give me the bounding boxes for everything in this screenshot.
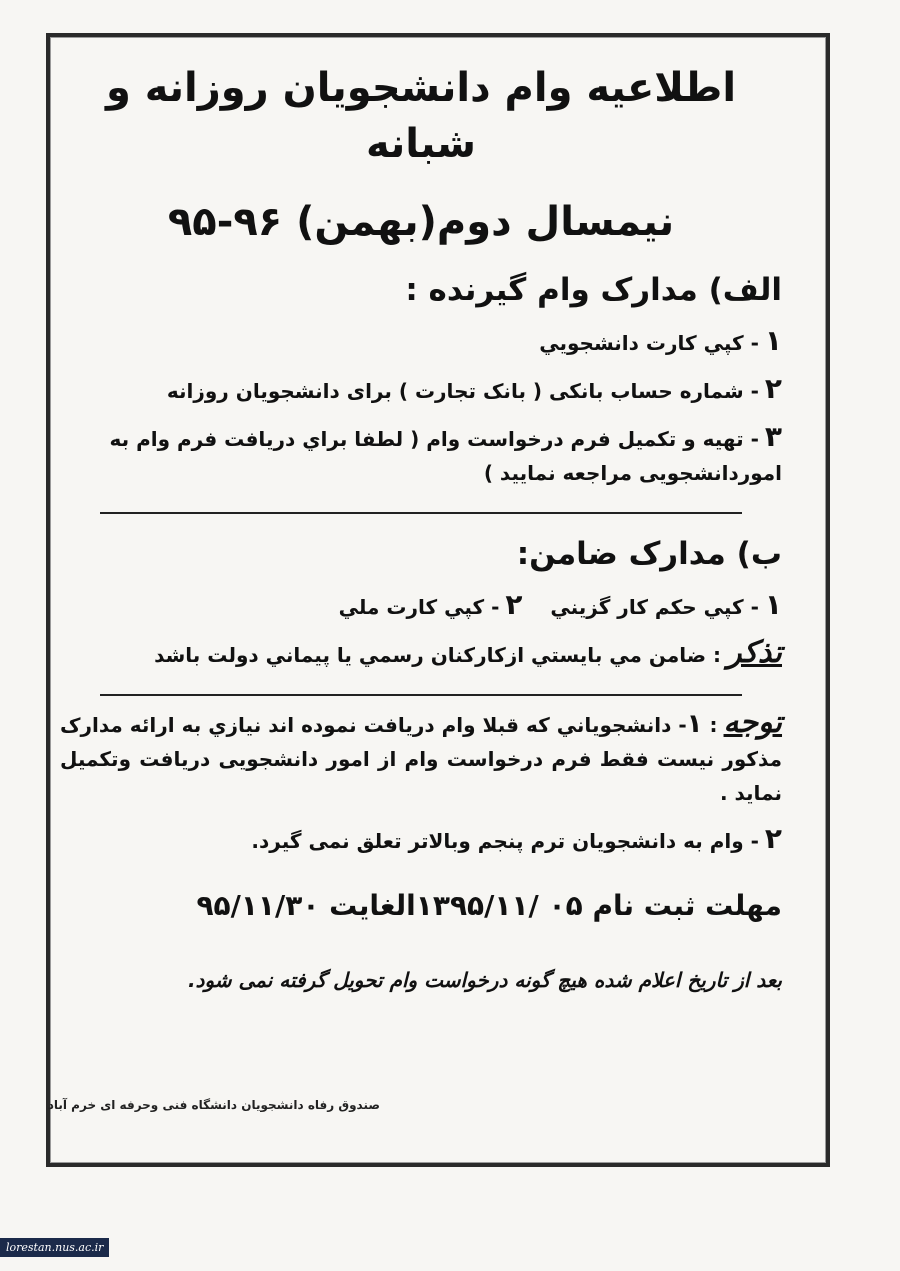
site-watermark: lorestan.nus.ac.ir [0, 1238, 109, 1257]
item-number: ۲ [505, 588, 523, 621]
note-text: - وام به دانشجويان ترم پنجم وبالاتر تعلق نمی گیرد. [251, 829, 759, 853]
section-b-heading: ب) مدارک ضامن: [516, 536, 782, 572]
item-text: - تهیه و تکمیل فرم درخواست وام ( لطفا براي دريافت فرم وام به اموردانشجویی مراجعه نمایید ) [109, 427, 782, 485]
final-notice: بعد از تاریخ اعلام شده هیچ گونه درخواست وام تحویل گرفته نمی شود. [187, 968, 782, 992]
attention-note-1: توجه: ۱- دانشجوياني که قبلا وام دريافت نموده اند نيازي به ارائه مدارک مذکور نیست فقط فرم درخواست وام از امور دانشجویی دریافت وتکمیل نماید . [60, 705, 783, 805]
item-number: ۱ [764, 588, 782, 621]
issuer-footer: صندوق رفاه دانشجویان دانشگاه فنی وحرفه ای خرم آباد [47, 1098, 380, 1112]
item-text: - کپي کارت دانشجويي [539, 331, 759, 355]
item-text: - کپي کارت ملي [338, 595, 500, 619]
section-divider [100, 512, 742, 514]
note-number: ۱ [686, 709, 703, 739]
attention-note-2 [60, 822, 782, 858]
section-a-heading: الف) مدارک وام گیرنده : [405, 272, 782, 308]
section-a-item-2 [60, 372, 782, 408]
reminder-note [60, 636, 782, 672]
announcement-document [60, 60, 782, 996]
attention-label: توجه [723, 705, 783, 740]
section-a-item-3 [60, 420, 782, 490]
section-b-items [60, 588, 782, 624]
reminder-label: تذکر [727, 635, 782, 670]
item-number: ۱ [764, 324, 782, 357]
item-text: - شماره حساب بانکی ( بانک تجارت ) برای دانشجویان روزانه [166, 379, 759, 403]
item-text: - کپي حکم کار گزيني [550, 595, 759, 619]
item-number: ۲ [764, 372, 782, 405]
registration-deadline: مهلت ثبت نام ۰۵ /۱۳۹۵/۱۱الغایت ۹۵/۱۱/۳۰ [196, 889, 782, 922]
note-text: - دانشجوياني که قبلا وام دريافت نموده اند نيازي به ارائه مدارک مذکور نیست فقط فرم درخواست وام از امور دانشجویی دریافت وتکمیل نماید . [60, 713, 782, 805]
note-number: ۲ [764, 822, 782, 855]
announcement-title-line-2: نیمسال دوم(بهمن) ۹۶-۹۵ [167, 199, 675, 245]
item-number: ۳ [764, 420, 782, 453]
section-divider [100, 694, 742, 696]
reminder-text: : ضامن مي بايستي ازکارکنان رسمي يا پيماني دولت باشد [154, 643, 722, 667]
announcement-title-line-1: اطلاعیه وام دانشجویان روزانه و شبانه [105, 65, 737, 167]
section-a-item-1 [60, 324, 782, 360]
